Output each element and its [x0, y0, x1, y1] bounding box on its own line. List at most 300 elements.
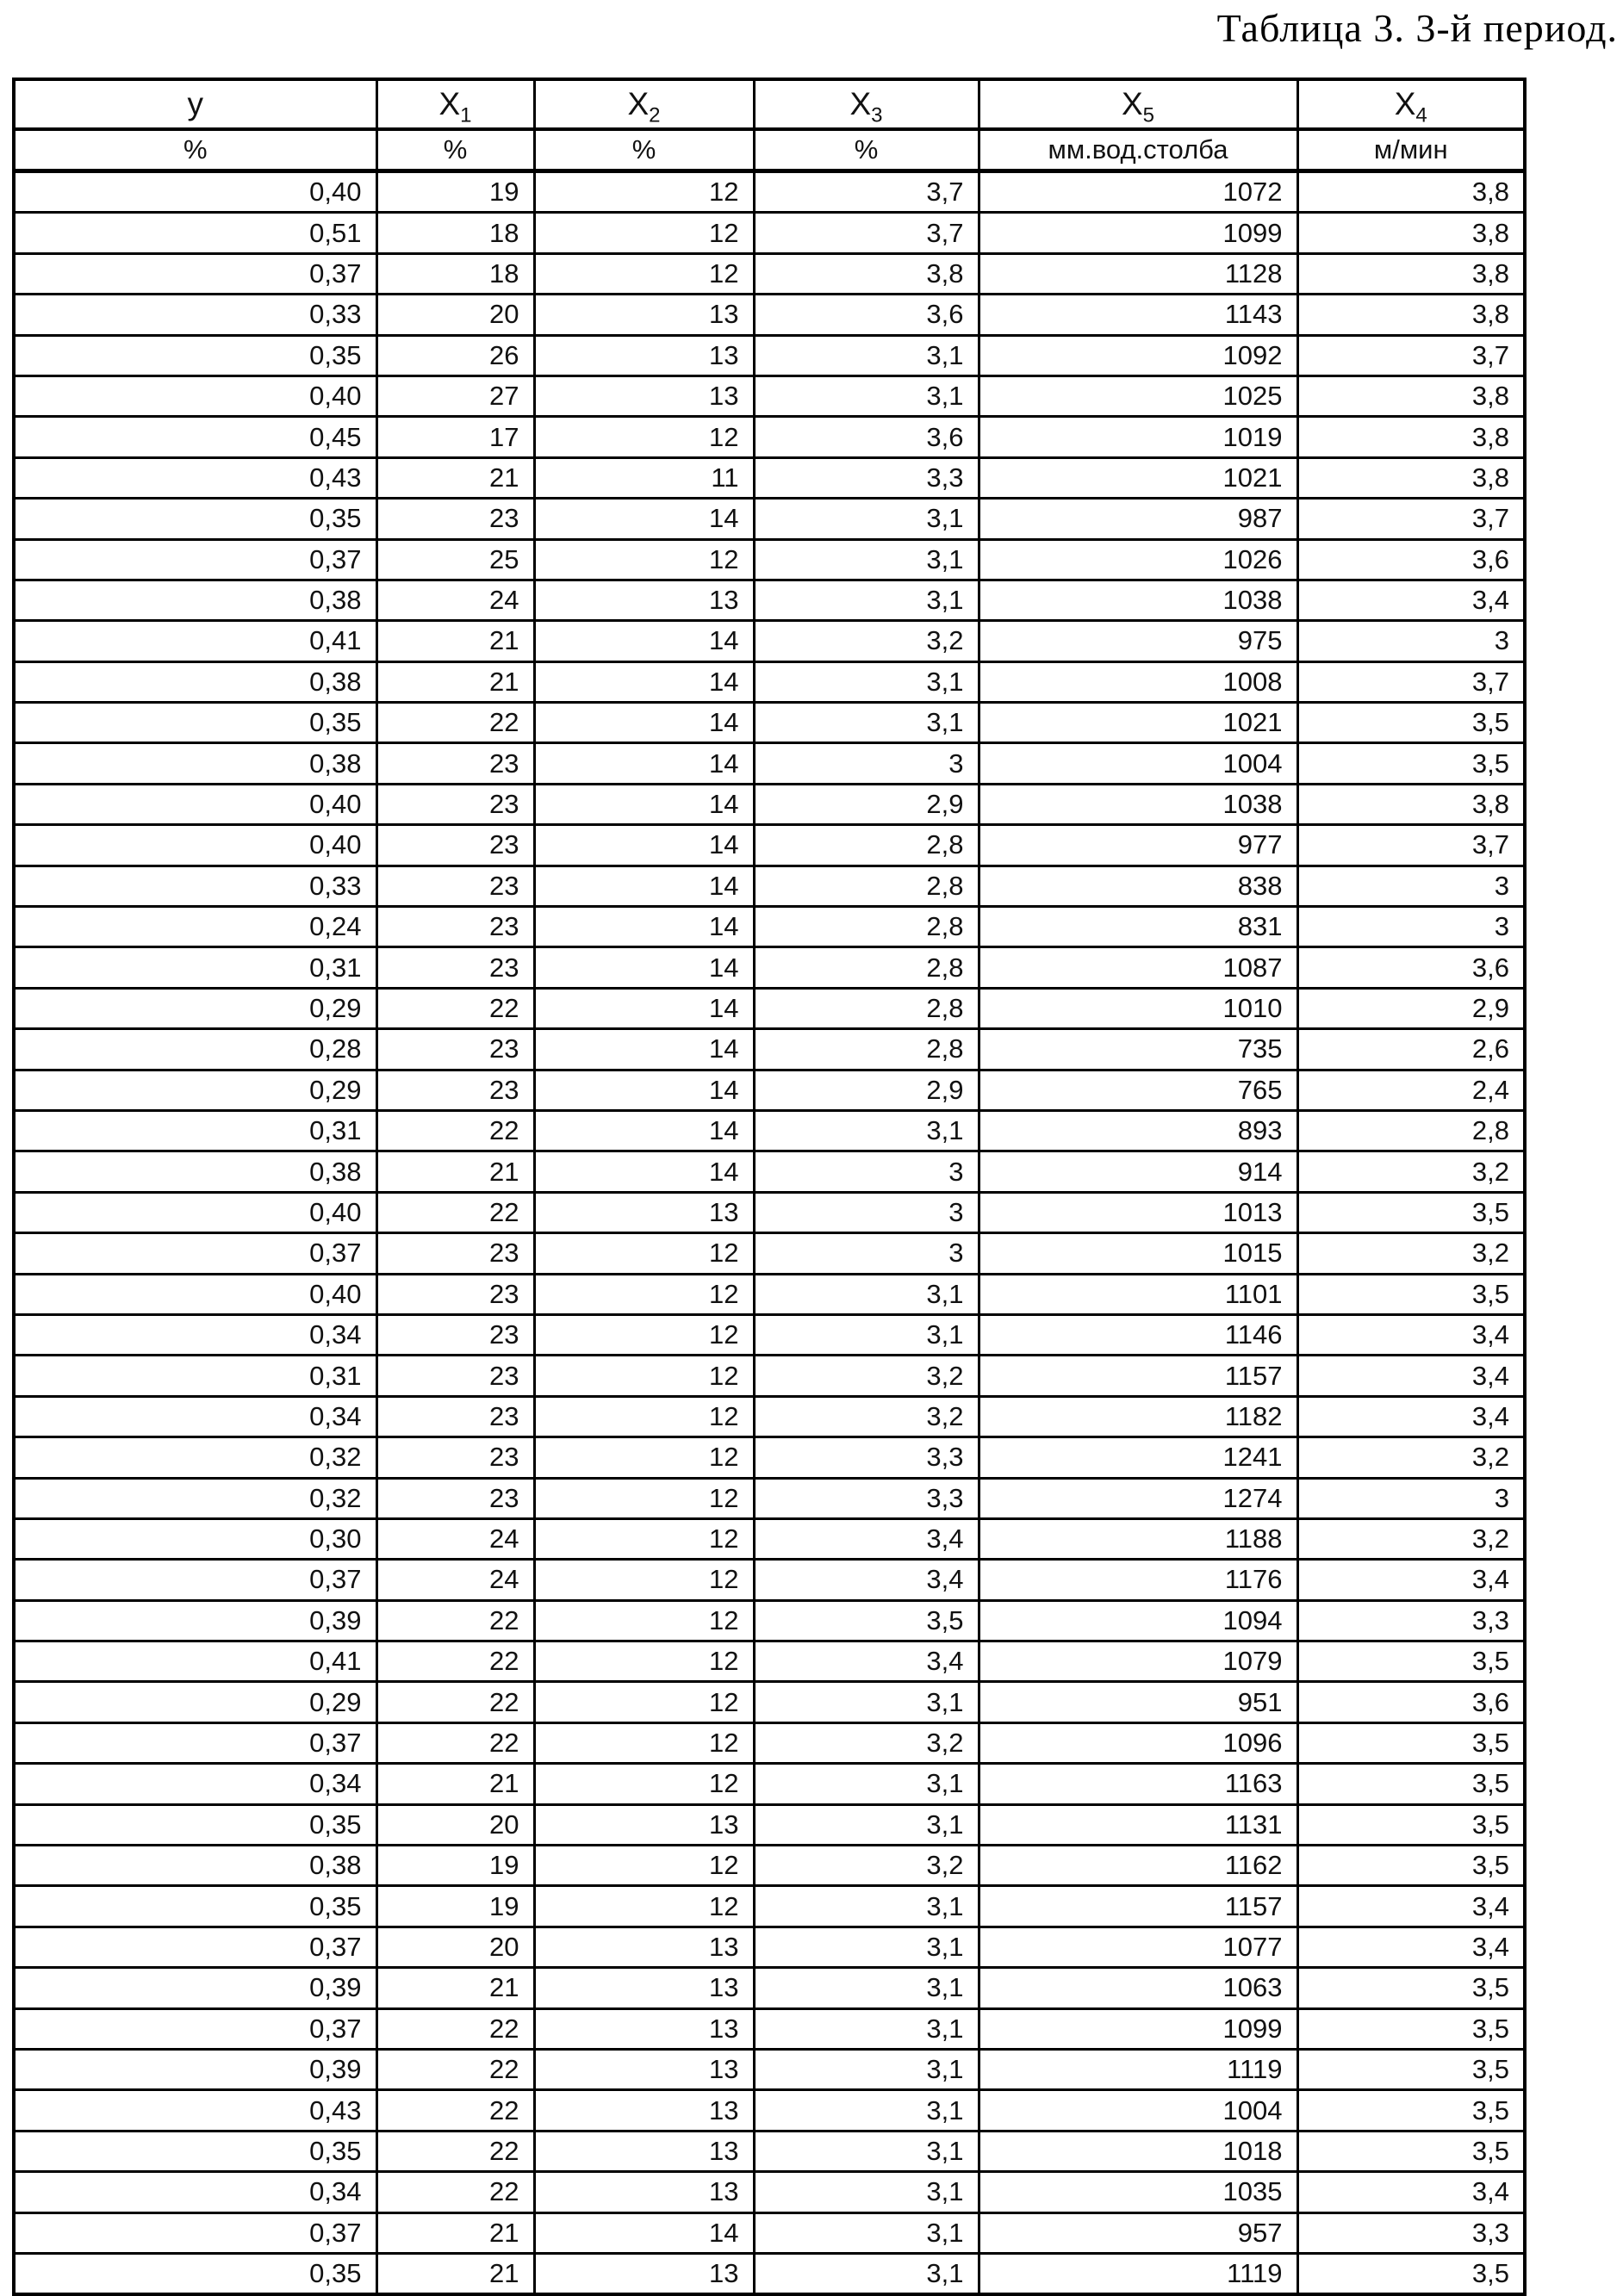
table-cell-col1: 22: [376, 988, 534, 1028]
table-cell-col3: 2,8: [754, 1029, 979, 1070]
table-row: [14, 580, 1525, 620]
table-row: [14, 907, 1525, 947]
table-cell-col5: 3,5: [1297, 1764, 1525, 1804]
table-row: [14, 457, 1525, 498]
table-cell-col0: 0,37: [14, 2008, 376, 2049]
table-cell-col1: 20: [376, 295, 534, 335]
table-cell-col5: 3,7: [1297, 825, 1525, 866]
table-cell-col0: 0,33: [14, 295, 376, 335]
table-cell-col2: 14: [534, 947, 754, 988]
table-cell-col5: 3,2: [1297, 1437, 1525, 1478]
table-cell-col3: 3,1: [754, 375, 979, 416]
table-cell-col0: 0,41: [14, 621, 376, 661]
table-cell-col1: 21: [376, 2212, 534, 2253]
table-cell-col0: 0,37: [14, 253, 376, 294]
table-cell-col0: 0,38: [14, 1846, 376, 1886]
table-cell-col5: 3,8: [1297, 295, 1525, 335]
table-cell-col0: 0,38: [14, 743, 376, 784]
table-cell-col2: 12: [534, 1356, 754, 1396]
table-cell-col4: 1015: [979, 1233, 1297, 1274]
table-cell-col1: 22: [376, 2172, 534, 2212]
table-cell-col2: 14: [534, 1070, 754, 1110]
table-cell-col2: 12: [534, 213, 754, 253]
table-cell-col5: 3,5: [1297, 2131, 1525, 2171]
table-row: [14, 1314, 1525, 1355]
table-cell-col0: 0,35: [14, 2253, 376, 2294]
table-cell-col1: 23: [376, 1274, 534, 1314]
table-cell-col2: 14: [534, 1110, 754, 1151]
table-cell-col0: 0,37: [14, 2212, 376, 2253]
table-cell-col4: 1182: [979, 1396, 1297, 1437]
table-cell-col1: 23: [376, 743, 534, 784]
table-cell-col5: 3,7: [1297, 335, 1525, 375]
table-cell-col2: 14: [534, 988, 754, 1028]
table-cell-col4: 1119: [979, 2049, 1297, 2089]
table-cell-col0: 0,33: [14, 866, 376, 906]
table-cell-col2: 12: [534, 1314, 754, 1355]
table-cell-col2: 12: [534, 1437, 754, 1478]
table-row: [14, 1396, 1525, 1437]
table-cell-col5: 3,7: [1297, 661, 1525, 702]
table-cell-col0: 0,40: [14, 171, 376, 213]
table-cell-col1: 23: [376, 1233, 534, 1274]
table-cell-col3: 2,9: [754, 784, 979, 824]
table-cell-col4: 1019: [979, 417, 1297, 457]
table-cell-col4: 1119: [979, 2253, 1297, 2294]
table-cell-col3: 3,1: [754, 2049, 979, 2089]
table-cell-col3: 3,1: [754, 2008, 979, 2049]
table-cell-col4: 957: [979, 2212, 1297, 2253]
table-cell-col3: 3,4: [754, 1641, 979, 1682]
table-cell-col2: 12: [534, 253, 754, 294]
table-cell-col5: 3,8: [1297, 171, 1525, 213]
header-symbol-row: [14, 79, 1525, 129]
table-cell-col1: 21: [376, 1968, 534, 2008]
table-cell-col5: 3,3: [1297, 2212, 1525, 2253]
table-cell-col5: 3,7: [1297, 499, 1525, 539]
table-cell-col4: 975: [979, 621, 1297, 661]
table-row: [14, 2172, 1525, 2212]
table-cell-col1: 23: [376, 499, 534, 539]
table-cell-col5: 3,5: [1297, 2090, 1525, 2131]
table-cell-col2: 14: [534, 1029, 754, 1070]
table-cell-col5: 3,4: [1297, 2172, 1525, 2212]
table-row: [14, 1641, 1525, 1682]
table-cell-col5: 3,6: [1297, 947, 1525, 988]
table-cell-col0: 0,24: [14, 907, 376, 947]
table-cell-col4: 1094: [979, 1600, 1297, 1641]
table-row: [14, 2049, 1525, 2089]
table-cell-col5: 3,4: [1297, 1560, 1525, 1600]
table-row: [14, 1437, 1525, 1478]
table-cell-col2: 12: [534, 1886, 754, 1927]
table-cell-col0: 0,31: [14, 1110, 376, 1151]
table-cell-col3: 3,1: [754, 1274, 979, 1314]
table-cell-col5: 3,4: [1297, 1314, 1525, 1355]
table-cell-col5: 3,6: [1297, 539, 1525, 580]
table-cell-col0: 0,45: [14, 417, 376, 457]
table-cell-col1: 26: [376, 335, 534, 375]
table-cell-col4: 1021: [979, 703, 1297, 743]
table-row: [14, 1070, 1525, 1110]
table-cell-col1: 18: [376, 213, 534, 253]
table-cell-col4: 914: [979, 1151, 1297, 1192]
table-cell-col2: 14: [534, 866, 754, 906]
table-cell-col3: 3,4: [754, 1560, 979, 1600]
table-cell-col1: 21: [376, 1764, 534, 1804]
table-cell-col0: 0,37: [14, 539, 376, 580]
table-row: [14, 2090, 1525, 2131]
table-cell-col2: 13: [534, 1192, 754, 1232]
table-cell-col1: 23: [376, 1437, 534, 1478]
table-cell-col5: 3: [1297, 866, 1525, 906]
table-cell-col1: 22: [376, 1682, 534, 1722]
table-cell-col5: 3,6: [1297, 1682, 1525, 1722]
table-cell-col5: 3: [1297, 1478, 1525, 1518]
table-cell-col1: 22: [376, 2090, 534, 2131]
table-row: [14, 1192, 1525, 1232]
table-cell-col1: 22: [376, 1600, 534, 1641]
table-cell-col0: 0,34: [14, 2172, 376, 2212]
table-cell-col0: 0,43: [14, 457, 376, 498]
table-cell-col5: 3,8: [1297, 417, 1525, 457]
table-row: [14, 2212, 1525, 2253]
table-cell-col3: 2,9: [754, 1070, 979, 1110]
table-cell-col5: 3,8: [1297, 253, 1525, 294]
table-row: [14, 866, 1525, 906]
table-cell-col2: 14: [534, 621, 754, 661]
table-cell-col5: 3,5: [1297, 1846, 1525, 1886]
table-cell-col4: 831: [979, 907, 1297, 947]
table-cell-col1: 23: [376, 1396, 534, 1437]
table-cell-col3: 3,1: [754, 499, 979, 539]
table-cell-col3: 3,1: [754, 2090, 979, 2131]
table-cell-col1: 20: [376, 1927, 534, 1967]
table-row: [14, 1722, 1525, 1763]
table-cell-col5: 3,4: [1297, 1886, 1525, 1927]
table-cell-col1: 27: [376, 375, 534, 416]
table-cell-col4: 1146: [979, 1314, 1297, 1355]
table-cell-col0: 0,35: [14, 2131, 376, 2171]
table-cell-col3: 3,3: [754, 1478, 979, 1518]
table-cell-col2: 14: [534, 825, 754, 866]
table-cell-col5: 3,5: [1297, 1192, 1525, 1232]
table-cell-col1: 19: [376, 171, 534, 213]
table-cell-col4: 1035: [979, 2172, 1297, 2212]
table-row: [14, 703, 1525, 743]
table-cell-col2: 13: [534, 580, 754, 620]
table-cell-col5: 3,4: [1297, 1356, 1525, 1396]
table-cell-col4: 1128: [979, 253, 1297, 294]
table-cell-col4: 1162: [979, 1846, 1297, 1886]
table-cell-col5: 3,8: [1297, 457, 1525, 498]
table-row: [14, 1110, 1525, 1151]
table-row: [14, 2008, 1525, 2049]
table-cell-col4: 1004: [979, 743, 1297, 784]
table-cell-col1: 23: [376, 784, 534, 824]
table-cell-col5: 3,5: [1297, 2008, 1525, 2049]
table-cell-col2: 13: [534, 1968, 754, 2008]
table-cell-col1: 24: [376, 1560, 534, 1600]
table-cell-col2: 14: [534, 784, 754, 824]
table-cell-col2: 12: [534, 1560, 754, 1600]
table-cell-col1: 23: [376, 1314, 534, 1355]
table-cell-col4: 1188: [979, 1518, 1297, 1559]
table-cell-col2: 13: [534, 295, 754, 335]
table-cell-col2: 14: [534, 907, 754, 947]
table-cell-col0: 0,37: [14, 1927, 376, 1967]
table-cell-col1: 22: [376, 703, 534, 743]
table-cell-col5: 3,2: [1297, 1518, 1525, 1559]
table-cell-col0: 0,37: [14, 1560, 376, 1600]
table-cell-col3: 3,1: [754, 2172, 979, 2212]
table-cell-col3: 3,1: [754, 2253, 979, 2294]
table-cell-col4: 1143: [979, 295, 1297, 335]
table-cell-col3: 3,1: [754, 703, 979, 743]
table-cell-col1: 23: [376, 907, 534, 947]
table-cell-col0: 0,35: [14, 703, 376, 743]
table-cell-col0: 0,41: [14, 1641, 376, 1682]
table-cell-col3: 3: [754, 1233, 979, 1274]
table-cell-col4: 1101: [979, 1274, 1297, 1314]
table-cell-col0: 0,29: [14, 1682, 376, 1722]
table-row: [14, 499, 1525, 539]
table-cell-col4: 1072: [979, 171, 1297, 213]
table-cell-col4: 1038: [979, 580, 1297, 620]
table-cell-col2: 13: [534, 2253, 754, 2294]
table-cell-col5: 3: [1297, 907, 1525, 947]
table-cell-col3: 3,1: [754, 1968, 979, 2008]
table-cell-col0: 0,43: [14, 2090, 376, 2131]
table-cell-col2: 14: [534, 703, 754, 743]
table-cell-col1: 23: [376, 1029, 534, 1070]
table-cell-col2: 12: [534, 417, 754, 457]
table-row: [14, 295, 1525, 335]
table-cell-col5: 3,5: [1297, 703, 1525, 743]
table-cell-col5: 3,2: [1297, 1151, 1525, 1192]
table-cell-col1: 23: [376, 947, 534, 988]
table-cell-col3: 3,2: [754, 1396, 979, 1437]
header-cell-col5: $X_4$: [1297, 79, 1525, 129]
table-cell-col1: 17: [376, 417, 534, 457]
table-cell-col0: 0,31: [14, 947, 376, 988]
table-cell-col4: 1087: [979, 947, 1297, 988]
table-cell-col1: 22: [376, 2131, 534, 2171]
table-cell-col1: 19: [376, 1846, 534, 1886]
table-cell-col4: 951: [979, 1682, 1297, 1722]
table-cell-col0: 0,30: [14, 1518, 376, 1559]
table-cell-col2: 11: [534, 457, 754, 498]
table-cell-col0: 0,40: [14, 784, 376, 824]
table-row: [14, 661, 1525, 702]
table-cell-col5: 3,5: [1297, 1722, 1525, 1763]
table-row: [14, 784, 1525, 824]
table-cell-col0: 0,51: [14, 213, 376, 253]
table-cell-col0: 0,29: [14, 1070, 376, 1110]
table-cell-col1: 22: [376, 1722, 534, 1763]
table-row: [14, 1682, 1525, 1722]
table-cell-col5: 3,3: [1297, 1600, 1525, 1641]
table-body: [14, 171, 1525, 2295]
table-cell-col4: 1038: [979, 784, 1297, 824]
table-row: [14, 1846, 1525, 1886]
header-cell-col3: $X_3$: [754, 79, 979, 129]
table-row: [14, 1968, 1525, 2008]
table-cell-col4: 1021: [979, 457, 1297, 498]
table-cell-col3: 3,5: [754, 1600, 979, 1641]
table-cell-col1: 24: [376, 580, 534, 620]
unit-cell-col4: мм.вод.столба: [979, 129, 1297, 171]
table-cell-col2: 13: [534, 2090, 754, 2131]
table-cell-col2: 13: [534, 375, 754, 416]
table-row: [14, 1518, 1525, 1559]
table-cell-col2: 14: [534, 1151, 754, 1192]
table-cell-col3: 3,1: [754, 661, 979, 702]
table-cell-col4: 1013: [979, 1192, 1297, 1232]
table-row: [14, 1233, 1525, 1274]
table-cell-col2: 14: [534, 2212, 754, 2253]
table-cell-col3: 3: [754, 1151, 979, 1192]
table-cell-col3: 3,1: [754, 1764, 979, 1804]
table-cell-col4: 1099: [979, 213, 1297, 253]
data-table: [12, 78, 1527, 2296]
table-row: [14, 417, 1525, 457]
table-cell-col3: 3,2: [754, 1356, 979, 1396]
header-cell-col1: $X_1$: [376, 79, 534, 129]
table-cell-col0: 0,38: [14, 661, 376, 702]
table-cell-col5: 3,8: [1297, 784, 1525, 824]
table-cell-col2: 12: [534, 1478, 754, 1518]
table-cell-col0: 0,37: [14, 1722, 376, 1763]
table-cell-col4: 1092: [979, 335, 1297, 375]
table-cell-col3: 3,3: [754, 457, 979, 498]
table-cell-col0: 0,35: [14, 499, 376, 539]
table-cell-col0: 0,32: [14, 1437, 376, 1478]
table-cell-col2: 13: [534, 2131, 754, 2171]
unit-cell-col0: %: [14, 129, 376, 171]
table-row: [14, 1274, 1525, 1314]
table-row: [14, 1764, 1525, 1804]
table-cell-col2: 12: [534, 1274, 754, 1314]
table-cell-col1: 22: [376, 1192, 534, 1232]
table-cell-col5: 3,5: [1297, 2253, 1525, 2294]
table-cell-col3: 3,6: [754, 295, 979, 335]
table-cell-col2: 12: [534, 1396, 754, 1437]
table-cell-col1: 21: [376, 1151, 534, 1192]
table-cell-col4: 893: [979, 1110, 1297, 1151]
table-cell-col2: 12: [534, 539, 754, 580]
table-cell-col4: 977: [979, 825, 1297, 866]
table-cell-col3: 3,1: [754, 335, 979, 375]
table-cell-col0: 0,35: [14, 335, 376, 375]
table-cell-col2: 12: [534, 1682, 754, 1722]
table-cell-col1: 22: [376, 1641, 534, 1682]
table-cell-col4: 1026: [979, 539, 1297, 580]
table-row: [14, 1560, 1525, 1600]
table-cell-col4: 1010: [979, 988, 1297, 1028]
table-cell-col3: 3,7: [754, 171, 979, 213]
unit-cell-col5: м/мин: [1297, 129, 1525, 171]
table-cell-col3: 2,8: [754, 866, 979, 906]
table-cell-col2: 13: [534, 2172, 754, 2212]
table-row: [14, 743, 1525, 784]
header-cell-col4: $X_5$: [979, 79, 1297, 129]
table-cell-col5: 3,8: [1297, 375, 1525, 416]
table-cell-col2: 12: [534, 1722, 754, 1763]
table-cell-col1: 22: [376, 2008, 534, 2049]
table-cell-col3: 3: [754, 1192, 979, 1232]
table-cell-col0: 0,38: [14, 580, 376, 620]
table-row: [14, 988, 1525, 1028]
table-row: [14, 1029, 1525, 1070]
table-row: [14, 375, 1525, 416]
table-cell-col2: 12: [534, 1518, 754, 1559]
table-row: [14, 253, 1525, 294]
table-cell-col5: 3,4: [1297, 1927, 1525, 1967]
table-cell-col3: 3,1: [754, 1886, 979, 1927]
table-cell-col3: 2,8: [754, 947, 979, 988]
table-cell-col3: 3,1: [754, 1804, 979, 1845]
table-cell-col0: 0,34: [14, 1314, 376, 1355]
table-cell-col0: 0,32: [14, 1478, 376, 1518]
table-cell-col0: 0,39: [14, 1968, 376, 2008]
table-cell-col0: 0,35: [14, 1804, 376, 1845]
table-cell-col4: 1025: [979, 375, 1297, 416]
table-cell-col0: 0,39: [14, 1600, 376, 1641]
table-cell-col0: 0,34: [14, 1396, 376, 1437]
table-row: [14, 335, 1525, 375]
table-cell-col1: 21: [376, 2253, 534, 2294]
table-row: [14, 825, 1525, 866]
table-cell-col2: 12: [534, 1846, 754, 1886]
table-cell-col0: 0,40: [14, 825, 376, 866]
page-title: Таблица 3. 3-й период.: [1216, 6, 1618, 50]
table-cell-col0: 0,29: [14, 988, 376, 1028]
table-cell-col2: 13: [534, 2049, 754, 2089]
table-cell-col2: 12: [534, 1233, 754, 1274]
table-cell-col5: 3,5: [1297, 2049, 1525, 2089]
table-cell-col4: 1163: [979, 1764, 1297, 1804]
table-cell-col1: 23: [376, 866, 534, 906]
table-cell-col5: 3,8: [1297, 213, 1525, 253]
table-row: [14, 2253, 1525, 2294]
table-cell-col5: 3,5: [1297, 1804, 1525, 1845]
table-cell-col1: 18: [376, 253, 534, 294]
table-cell-col1: 22: [376, 1110, 534, 1151]
unit-cell-col2: %: [534, 129, 754, 171]
table-cell-col4: 1274: [979, 1478, 1297, 1518]
table-cell-col4: 1063: [979, 1968, 1297, 2008]
table-cell-col4: 1131: [979, 1804, 1297, 1845]
table-cell-col2: 12: [534, 1641, 754, 1682]
table-cell-col2: 13: [534, 1927, 754, 1967]
table-cell-col4: 838: [979, 866, 1297, 906]
table-cell-col2: 14: [534, 661, 754, 702]
table-cell-col1: 23: [376, 825, 534, 866]
table-cell-col1: 20: [376, 1804, 534, 1845]
table-cell-col3: 3,1: [754, 1110, 979, 1151]
table-cell-col5: 2,4: [1297, 1070, 1525, 1110]
table-cell-col3: 3,6: [754, 417, 979, 457]
table-cell-col4: 765: [979, 1070, 1297, 1110]
header-cell-col2: $X_2$: [534, 79, 754, 129]
table-cell-col3: 3,2: [754, 1846, 979, 1886]
table-cell-col1: 21: [376, 457, 534, 498]
table-cell-col5: 3,5: [1297, 1968, 1525, 2008]
table-cell-col3: 3,1: [754, 1314, 979, 1355]
table-cell-col4: 1099: [979, 2008, 1297, 2049]
table-cell-col0: 0,40: [14, 1192, 376, 1232]
